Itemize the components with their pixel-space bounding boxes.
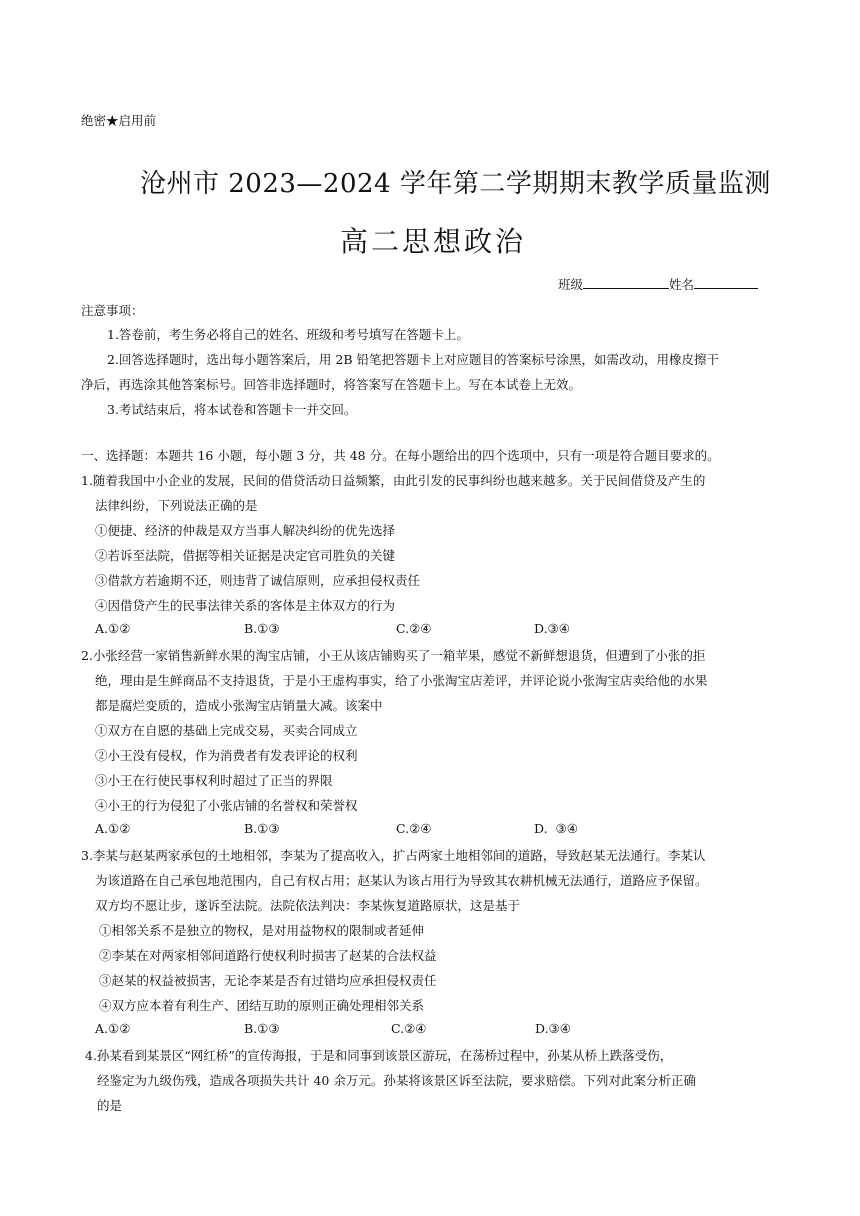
q1-option-a: A.①② bbox=[95, 621, 131, 636]
q2-option-c: C.②④ bbox=[396, 821, 432, 836]
notice-item-3: 3.考试结束后，将本试卷和答题卡一并交回。 bbox=[107, 402, 357, 417]
q3-statement-3: ③赵某的权益被损害，无论李某是否有过错均应承担侵权责任 bbox=[99, 973, 437, 988]
notice-item-2: 2.回答选择题时，选出每小题答案后，用 2B 铅笔把答题卡上对应题目的答案标号涂黑，如需改动，用橡皮擦干 bbox=[107, 352, 720, 367]
name-blank bbox=[694, 276, 758, 289]
subject-title: 高二思想政治 bbox=[340, 225, 527, 258]
q1-option-b: B.①③ bbox=[244, 621, 280, 636]
notice-item-1: 1.答卷前，考生务必将自己的姓名、班级和考号填写在答题卡上。 bbox=[107, 327, 469, 342]
exam-title: 沧州市 2023—2024 学年第二学期期末教学质量监测 bbox=[140, 169, 771, 199]
q2-stem-line3: 都是腐烂变质的，造成小张淘宝店销量大减。该案中 bbox=[95, 698, 383, 713]
q3-statement-1: ①相邻关系不是独立的物权，是对用益物权的限制或者延伸 bbox=[99, 923, 425, 938]
q2-statement-1: ①双方在自愿的基础上完成交易，买卖合同成立 bbox=[95, 723, 358, 738]
q2-statement-4: ④小王的行为侵犯了小张店铺的名誉权和荣誉权 bbox=[95, 798, 358, 813]
q1-statement-2: ②若诉至法院，借据等相关证据是决定官司胜负的关键 bbox=[95, 548, 396, 563]
q2-option-a: A.①② bbox=[95, 821, 131, 836]
q3-option-d: D.③④ bbox=[535, 1021, 571, 1036]
q4-stem-line1: 4.孙某看到某景区“网红桥”的宣传海报，于是和同事到该景区游玩，在荡桥过程中，孙某从桥上跌落受伤， bbox=[85, 1048, 673, 1063]
q2-option-d: D. ③④ bbox=[534, 821, 578, 836]
secret-mark: 绝密★启用前 bbox=[81, 113, 157, 128]
q2-statement-3: ③小王在行使民事权利时超过了正当的界限 bbox=[95, 773, 333, 788]
name-label: 姓名 bbox=[669, 277, 695, 292]
q1-statement-1: ①便捷、经济的仲裁是双方当事人解决纠纷的优先选择 bbox=[95, 523, 396, 538]
q4-stem-line3: 的是 bbox=[97, 1098, 123, 1113]
q1-option-c: C.②④ bbox=[396, 621, 432, 636]
q3-options bbox=[95, 1021, 695, 1037]
q2-statement-2: ②小王没有侵权，作为消费者有发表评论的权利 bbox=[95, 748, 358, 763]
q1-statement-3: ③借款方若逾期不还，则违背了诚信原则，应承担侵权责任 bbox=[95, 573, 421, 588]
q1-stem-line1: 1.随着我国中小企业的发展，民间的借贷活动日益频繁，由此引发的民事纠纷也越来越多。关于民间借贷及产生的 bbox=[81, 473, 706, 488]
q2-stem-line1: 2.小张经营一家销售新鲜水果的淘宝店铺，小王从该店铺购买了一箱苹果，感觉不新鲜想退货，但遭到了小张的拒 bbox=[81, 648, 706, 663]
q1-statement-4: ④因借贷产生的民事法律关系的客体是主体双方的行为 bbox=[95, 598, 396, 613]
notice-heading: 注意事项： bbox=[81, 303, 144, 318]
q3-stem-line2: 为该道路在自己承包地范围内，自己有权占用；赵某认为该占用行为导致其农耕机械无法通行，道路应予保留。 bbox=[95, 873, 708, 888]
q1-stem-line2: 法律纠纷，下列说法正确的是 bbox=[95, 498, 258, 513]
q1-options bbox=[95, 621, 695, 637]
q2-option-b: B.①③ bbox=[244, 821, 280, 836]
q3-stem-line1: 3.李某与赵某两家承包的土地相邻，李某为了提高收入，扩占两家土地相邻间的道路，导致赵某无法通行。李某认 bbox=[81, 848, 706, 863]
q3-option-a: A.①② bbox=[95, 1021, 131, 1036]
class-label: 班级 bbox=[558, 277, 584, 292]
q3-option-c: C.②④ bbox=[391, 1021, 427, 1036]
q3-statement-4: ④双方应本着有利生产、团结互助的原则正确处理相邻关系 bbox=[99, 998, 425, 1013]
class-blank bbox=[583, 276, 669, 289]
q2-stem-line2: 绝，理由是生鲜商品不支持退货，于是小王虚构事实，给了小张淘宝店差评，并评论说小张淘宝店卖给他的水果 bbox=[95, 673, 708, 688]
q3-option-b: B.①③ bbox=[244, 1021, 280, 1036]
q1-option-d: D.③④ bbox=[534, 621, 570, 636]
q2-options bbox=[95, 821, 695, 837]
q3-statement-2: ②李某在对两家相邻间道路行使权利时损害了赵某的合法权益 bbox=[99, 948, 437, 963]
q4-stem-line2: 经鉴定为九级伤残，造成各项损失共计 40 余万元。孙某将该景区诉至法院，要求赔偿。下列对此案分析正确 bbox=[97, 1073, 696, 1088]
q3-stem-line3: 双方均不愿让步，遂诉至法院。法院依法判决：李某恢复道路原状，这是基于 bbox=[95, 898, 521, 913]
section-heading: 一、选择题：本题共 16 小题，每小题 3 分，共 48 分。在每小题给出的四个选项中，只有一项是符合题目要求的。 bbox=[81, 448, 720, 463]
notice-item-2-cont: 净后，再选涂其他答案标号。回答非选择题时，将答案写在答题卡上。写在本试卷上无效。 bbox=[81, 377, 582, 392]
class-name-line bbox=[558, 275, 758, 293]
